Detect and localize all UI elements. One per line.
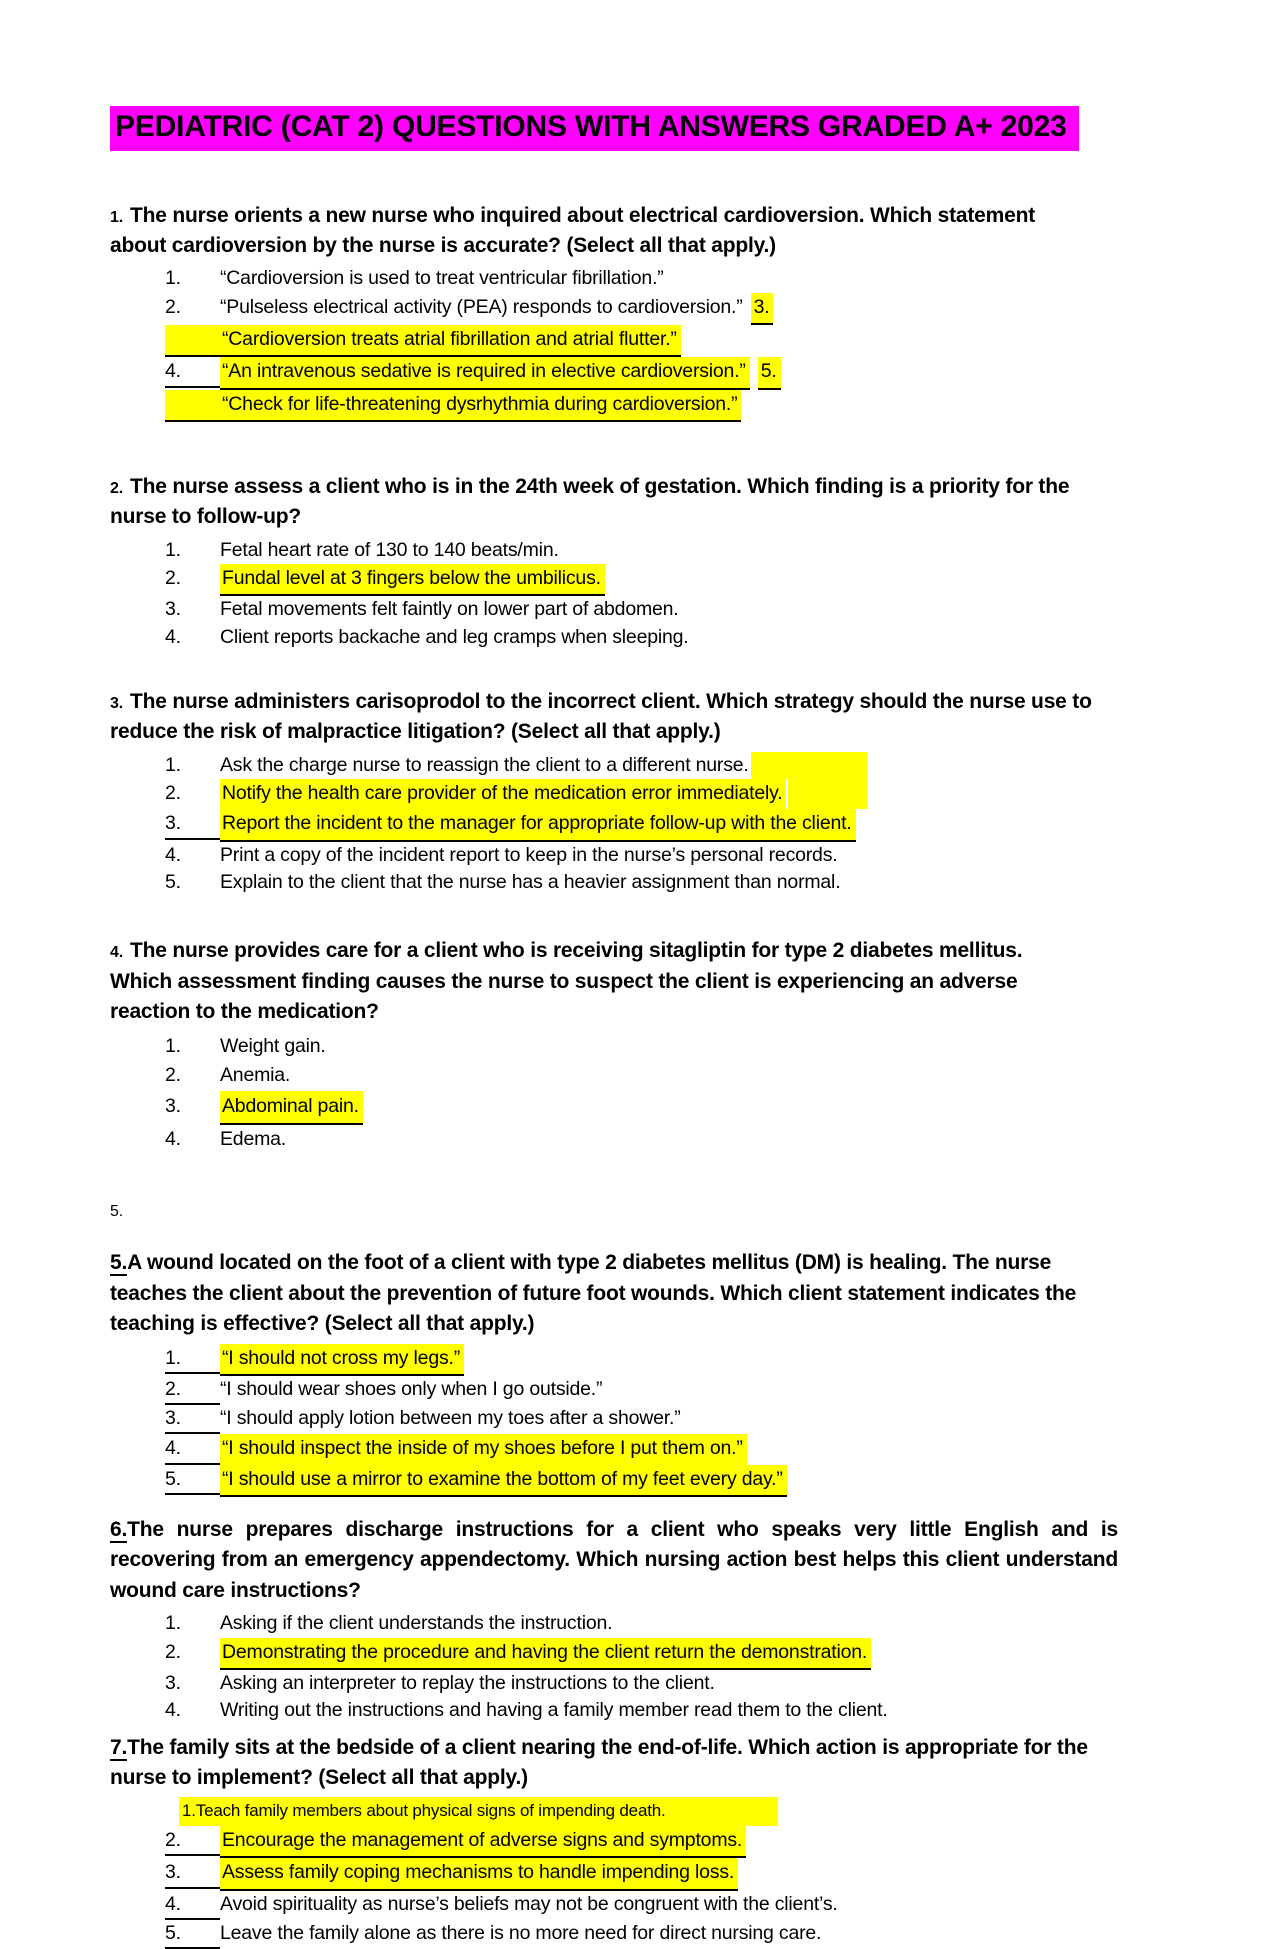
option-text: Anemia. <box>220 1061 290 1091</box>
option-line <box>165 1670 1225 1697</box>
option-line <box>165 1125 1225 1155</box>
option-line <box>165 1920 1225 1949</box>
question-number: 6. <box>110 1518 127 1543</box>
question-number: 3. <box>110 695 123 712</box>
option-line <box>165 1610 1225 1637</box>
question-block-3 <box>110 687 1225 896</box>
answer-text-highlight: Encourage the management of adverse signs and symptoms. <box>220 1826 746 1858</box>
answer-text-highlight: “I should use a mirror to examine the bottom of my feet every day.” <box>220 1465 787 1497</box>
option-marker: 4. <box>165 842 220 869</box>
option-text: Weight gain. <box>220 1032 326 1062</box>
option-line <box>165 779 867 809</box>
question-heading <box>110 472 1085 533</box>
option-marker: 2. <box>165 1376 220 1405</box>
page-title: PEDIATRIC (CAT 2) QUESTIONS WITH ANSWERS GRADED A+ 2023 <box>110 106 1079 151</box>
option-text: Client reports backache and leg cramps when sleeping. <box>220 624 689 651</box>
option-marker: 1. <box>165 537 220 564</box>
option-line <box>165 596 1225 623</box>
option-text: Writing out the instructions and having a family member read them to the client. <box>220 1697 888 1724</box>
options-list <box>165 537 1225 651</box>
answer-text-highlight: 1.Teach family members about physical signs of impending death. <box>179 1797 778 1826</box>
option-line <box>165 1858 1225 1890</box>
option-line <box>165 624 1225 651</box>
question-block-7 <box>110 1733 1225 1949</box>
option-text: Leave the family alone as there is no more need for direct nursing care. <box>220 1920 821 1947</box>
question-block-4 <box>110 936 1225 1155</box>
question-heading <box>110 1515 1118 1606</box>
options-list <box>165 1610 1225 1724</box>
question-text: The family sits at the bedside of a client nearing the end-of-life. Which action is appropriate for the nurse to implement? (Select all that apply.) <box>110 1736 1088 1789</box>
question-block-2 <box>110 472 1225 651</box>
option-marker: 4. <box>165 1891 220 1920</box>
answer-text-highlight: Abdominal pain. <box>220 1091 363 1126</box>
option-line <box>165 564 1225 596</box>
option-marker: 2. <box>165 294 220 321</box>
option-line <box>165 265 1225 292</box>
options-list <box>165 1344 1225 1497</box>
option-line <box>165 1638 1225 1670</box>
answer-text-highlight: “An intravenous sedative is required in elective cardioversion.” <box>220 357 750 389</box>
option-marker: 4. <box>165 358 220 387</box>
option-marker: 5. <box>165 1466 220 1495</box>
answer-number-highlight: 5. <box>758 357 781 389</box>
highlight-tab <box>165 390 220 422</box>
answer-text-highlight: Demonstrating the procedure and having the client return the demonstration. <box>220 1638 871 1670</box>
options-list <box>165 1032 1225 1156</box>
option-line <box>165 1434 1225 1464</box>
option-text: “I should wear shoes only when I go outside.” <box>220 1376 602 1403</box>
option-text: Avoid spirituality as nurse’s beliefs may not be congruent with the client’s. <box>220 1891 838 1918</box>
question-text: The nurse administers carisoprodol to the incorrect client. Which strategy should the nurse use to reduce the risk of malpractice litigation? (Select all that apply.) <box>110 690 1092 743</box>
option-line <box>165 1376 1225 1405</box>
options-list <box>165 752 1225 896</box>
option-marker: 2. <box>165 1639 220 1666</box>
question-heading <box>110 687 1110 748</box>
option-text: Fetal movements felt faintly on lower part of abdomen. <box>220 596 679 623</box>
option-line <box>165 1891 1225 1920</box>
question-text: The nurse orients a new nurse who inquired about electrical cardioversion. Which statement about cardioversion by the nurse is accurate? (Select all that apply.) <box>110 204 1035 257</box>
option-marker: 3. <box>165 1859 220 1888</box>
option-marker: 2. <box>165 780 220 807</box>
answer-number-highlight: 3. <box>751 293 774 325</box>
option-line <box>165 325 1225 357</box>
option-marker: 1. <box>165 752 220 779</box>
option-marker: 1. <box>165 265 220 292</box>
option-line <box>165 1091 1225 1126</box>
option-text: Asking an interpreter to replay the instructions to the client. <box>220 1670 715 1697</box>
option-text: Print a copy of the incident report to keep in the nurse’s personal records. <box>220 842 837 869</box>
option-marker: 3. <box>165 810 220 839</box>
option-text: “I should apply lotion between my toes after a shower.” <box>220 1405 681 1432</box>
question-block-1 <box>110 201 1225 422</box>
option-marker: 3. <box>165 1405 220 1434</box>
option-line <box>165 1344 1225 1376</box>
highlight-tail <box>788 779 867 809</box>
option-text: Asking if the client understands the instruction. <box>220 1610 612 1637</box>
question-heading <box>110 1248 1115 1339</box>
option-line <box>165 1061 1225 1091</box>
option-line <box>165 869 1225 896</box>
option-text: Edema. <box>220 1125 286 1155</box>
option-line <box>165 1826 1225 1858</box>
option-text: Fetal heart rate of 130 to 140 beats/min. <box>220 537 559 564</box>
option-line <box>165 842 1225 869</box>
question-block-5 <box>110 1248 1225 1497</box>
answer-text-highlight: Fundal level at 3 fingers below the umbilicus. <box>220 564 605 596</box>
option-line <box>165 390 1225 422</box>
question-text: A wound located on the foot of a client with type 2 diabetes mellitus (DM) is healing. The nurse teaches the client about the prevention of future foot wounds. Which client statement indicates the teaching is effective? (Select all that apply.) <box>110 1251 1076 1335</box>
question-number: 7. <box>110 1736 127 1761</box>
question-text: The nurse provides care for a client who is receiving sitagliptin for type 2 diabetes mellitus. Which assessment finding causes the nurse to suspect the client is experiencing an adverse reaction to the medication? <box>110 939 1022 1023</box>
option-line <box>165 1797 1225 1826</box>
question-text: The nurse prepares discharge instructions for a client who speaks very little English and is recovering from an emergency appendectomy. Which nursing action best helps this client understand wound care instructions? <box>110 1518 1118 1602</box>
question-number: 5. <box>110 1251 127 1276</box>
option-line <box>165 1465 1225 1497</box>
option-marker: 2. <box>165 1061 220 1091</box>
option-marker: 4. <box>165 624 220 651</box>
option-marker: 5. <box>165 869 220 896</box>
option-line <box>165 1697 1225 1724</box>
answer-text-highlight: “Check for life-threatening dysrhythmia during cardioversion.” <box>220 390 741 422</box>
option-text: Ask the charge nurse to reassign the client to a different nurse. <box>220 752 749 779</box>
option-line <box>165 752 867 779</box>
answer-text-highlight: “I should inspect the inside of my shoes before I put them on.” <box>220 1434 747 1464</box>
question-number: 1. <box>110 209 123 226</box>
option-line <box>165 357 1225 389</box>
option-marker: 1. <box>165 1032 220 1062</box>
option-text: Explain to the client that the nurse has a heavier assignment than normal. <box>220 869 840 896</box>
option-marker: 5. <box>165 1920 220 1949</box>
option-marker: 1. <box>165 1610 220 1637</box>
options-list <box>165 265 1225 421</box>
option-line <box>165 1032 1225 1062</box>
question-heading <box>110 1733 1110 1794</box>
question-number: 2. <box>110 480 123 497</box>
option-line <box>165 293 1225 325</box>
orphan-number: 5. <box>110 1201 1225 1222</box>
answer-text-highlight: Assess family coping mechanisms to handle impending loss. <box>220 1858 738 1890</box>
question-heading <box>110 936 1075 1027</box>
option-line <box>165 809 1225 841</box>
option-text: “Cardioversion is used to treat ventricular fibrillation.” <box>220 265 664 292</box>
option-marker: 4. <box>165 1125 220 1155</box>
question-heading <box>110 201 1095 262</box>
highlight-tab <box>165 325 220 357</box>
question-number: 4. <box>110 944 123 961</box>
option-line <box>165 1405 1225 1434</box>
options-list <box>165 1797 1225 1949</box>
question-text: The nurse assess a client who is in the 24th week of gestation. Which finding is a priority for the nurse to follow-up? <box>110 475 1069 528</box>
option-line <box>165 537 1225 564</box>
highlight-tail <box>751 752 867 779</box>
option-marker: 2. <box>165 1827 220 1856</box>
option-text: “Pulseless electrical activity (PEA) responds to cardioversion.” <box>220 294 743 321</box>
answer-text-highlight: “Cardioversion treats atrial fibrillation and atrial flutter.” <box>220 325 681 357</box>
answer-text-highlight: Report the incident to the manager for appropriate follow-up with the client. <box>220 809 856 841</box>
option-marker: 1. <box>165 1345 220 1374</box>
option-marker: 3. <box>165 1670 220 1697</box>
option-marker: 3. <box>165 596 220 623</box>
option-marker: 4. <box>165 1435 220 1464</box>
option-marker: 2. <box>165 565 220 592</box>
title-row <box>110 106 1225 151</box>
answer-text-highlight: Notify the health care provider of the medication error immediately. <box>220 779 786 809</box>
option-marker: 4. <box>165 1697 220 1724</box>
answer-text-highlight: “I should not cross my legs.” <box>220 1344 464 1376</box>
question-block-6 <box>110 1515 1225 1725</box>
option-marker: 3. <box>165 1092 220 1122</box>
